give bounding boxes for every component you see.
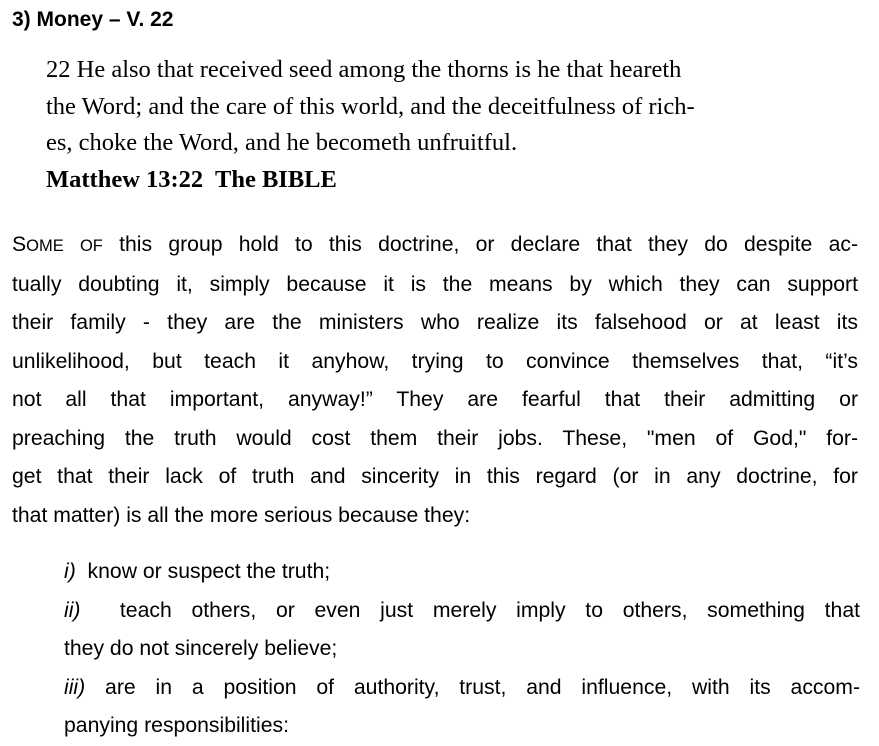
list-item-text: teach others, or even just merely imply to others, something that	[119, 598, 860, 622]
list-item-continuation: panying responsibilities:	[64, 714, 289, 737]
reason-list	[64, 553, 860, 746]
list-item-text: are in a position of authority, trust, and influence, with its accom-	[105, 675, 860, 699]
paragraph-line: that matter) is all the more serious because they:	[12, 503, 471, 527]
list-item-continuation: they do not sincerely believe;	[64, 637, 338, 660]
paragraph-line-text: this group hold to this doctrine, or declare that they do despite ac-	[119, 233, 858, 256]
list-marker: iii)	[64, 675, 86, 699]
paragraph-line: preaching the truth would cost them their jobs. These, "men of God," for-	[12, 426, 858, 450]
paragraph-line: get that their lack of truth and sincerity in this regard (or in any doctrine, for	[12, 465, 858, 488]
paragraph-line	[12, 226, 858, 266]
quote-line: es, choke the Word, and he becometh unfruitful.	[46, 129, 518, 156]
quote-line: the Word; and the care of this world, and the deceitfulness of rich-	[46, 92, 695, 120]
list-item-text: know or suspect the truth;	[87, 560, 331, 583]
scripture-reference: Matthew 13:22 The BIBLE	[46, 165, 337, 193]
scripture-quote	[46, 52, 846, 198]
body-paragraph	[12, 226, 858, 535]
paragraph-line: tually doubting it, simply because it is the means by which they can support	[12, 272, 858, 296]
small-caps-word: OME	[26, 237, 64, 255]
list-item	[64, 669, 860, 708]
list-item	[64, 553, 860, 592]
small-caps-word: OF	[79, 237, 103, 255]
list-item	[64, 592, 860, 631]
small-caps-initial: S	[12, 233, 27, 256]
quote-line: 22 He also that received seed among the thorns is he that heareth	[46, 56, 682, 83]
list-marker: i)	[64, 560, 76, 583]
paragraph-line: not all that important, anyway!” They are fearful that their admitting or	[12, 388, 858, 411]
paragraph-line: their family - they are the ministers who realize its falsehood or at least its	[12, 311, 858, 334]
paragraph-line: unlikelihood, but teach it anyhow, trying to convince themselves that, “it’s	[12, 349, 858, 373]
list-marker: ii)	[64, 598, 81, 622]
section-heading: 3) Money – V. 22	[12, 8, 174, 31]
